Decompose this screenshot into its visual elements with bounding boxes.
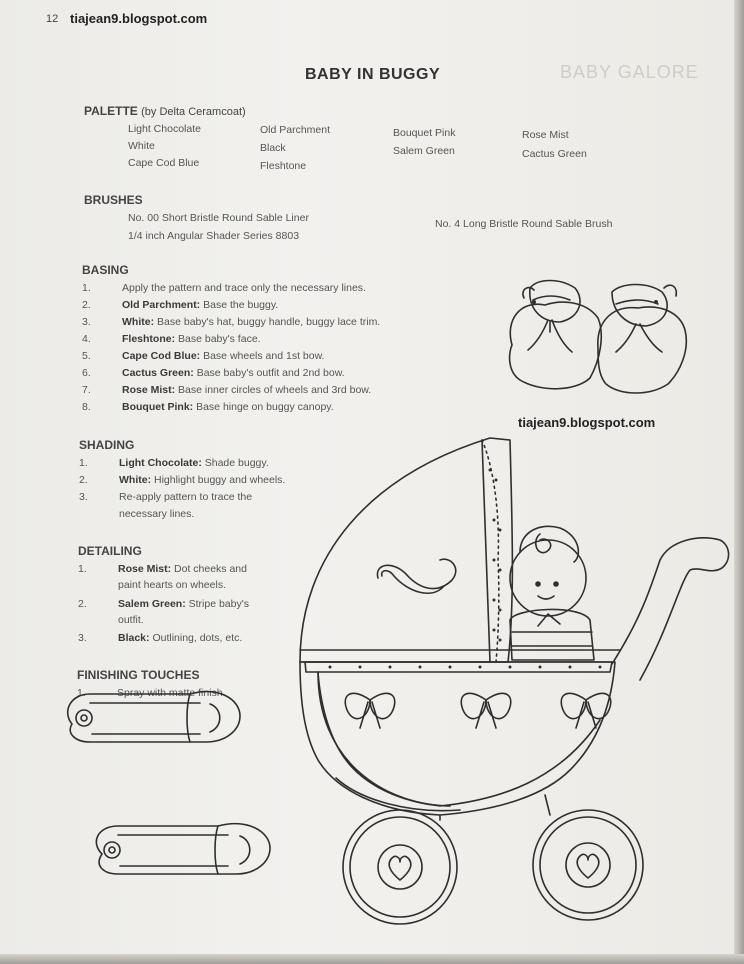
shading-heading: SHADING [79,438,135,452]
bleed-through-title: BABY GALORE [560,62,699,82]
palette-color: Bouquet Pink [393,127,456,139]
basing-heading: BASING [82,263,129,277]
brush-item: 1/4 inch Angular Shader Series 8803 [128,230,300,242]
buggy-body [300,538,729,815]
palette-color: Cactus Green [522,148,587,160]
palette-color: Cape Cod Blue [128,157,200,169]
palette-color: Salem Green [393,145,455,157]
palette-color: White [128,140,155,152]
brush-item: No. 00 Short Bristle Round Sable Liner [128,212,309,224]
bow-icon [561,693,611,728]
palette-color: Black [260,142,286,154]
palette-subtitle: (by Delta Ceramcoat) [141,106,246,118]
blog-watermark-top: tiajean9.blogspot.com [70,11,208,26]
worksheet-page: 12 tiajean9.blogspot.com BABY GALORE BABY IN BUGGY PALETTE (by Delta Ceramcoat) Light Chocolate White Cape Cod Blue Old Parchment Black Fleshtone Bouquet Pink Salem Green Rose Mist Cactus Green BRUSHES No. 00 Short Bristle Round Sable Liner 1/4 inch Angular Shader Series 8803 No. 4 Long Bristle Round Sable Brush BASING 1. Apply the pattern and trace only the necessary lines. 2. Old Parchment: Base the buggy. 3. White: Base baby's hat, buggy handle, buggy lace trim. 4. Fleshtone: Base baby's face. 5. Cape Cod Blue: Base wheels and 1st bow. 6. Cactus Green: Base baby's outfit and 2nd bow. 7. Rose Mist: Base inner circles of wheels and 3rd bow. 8. Bouquet Pink: Base hinge on buggy canopy. SHADING 1. Light Chocolate: Shade buggy. 2. White: Highlight buggy and wheels. 3. Re-apply pattern to trace the necessary lines. DETAILING 1. Rose Mist: Dot cheeks and paint hearts on wheels. 2. Salem Green: Stripe baby's outfit. 3. Black: Outlining, dots, etc. FINISHING TOUCHES 1. Spray with matte finish. tiajean9.blogspot.com [0,0,744,964]
palette-heading: PALETTE (by Delta Ceramcoat) [84,104,246,118]
blog-watermark-middle: tiajean9.blogspot.com [518,415,656,430]
buggy-canopy [300,438,512,662]
brushes-heading: BRUSHES [84,193,143,207]
safety-pins-icon [68,692,270,874]
finishing-heading: FINISHING TOUCHES [77,668,200,682]
wheel-left [343,810,457,924]
palette-color: Old Parchment [260,124,331,136]
palette-color: Fleshtone [260,160,307,172]
bow-icon [461,693,511,728]
page-number: 12 [46,13,59,25]
wheel-right [533,810,643,920]
page-title: BABY IN BUGGY [305,66,441,83]
palette-color: Light Chocolate [128,123,201,135]
palette-color: Rose Mist [522,129,569,141]
bow-icon [345,693,395,728]
booties-icon [510,281,687,394]
baby-figure [510,526,594,660]
detailing-heading: DETAILING [78,544,142,558]
brush-item: No. 4 Long Bristle Round Sable Brush [435,218,613,230]
